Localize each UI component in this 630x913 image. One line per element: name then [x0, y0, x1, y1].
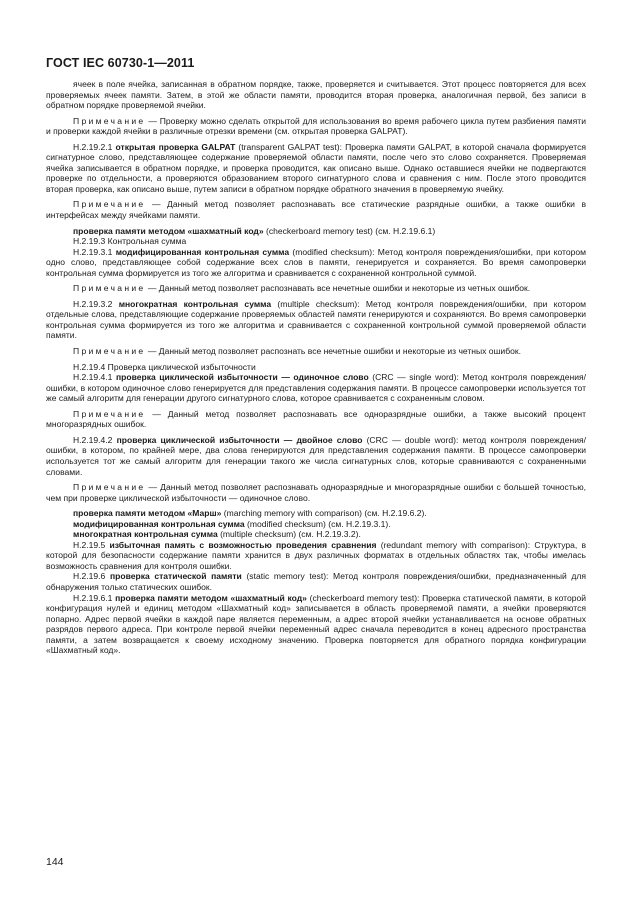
text-run: (modified checksum): Метод контроля повреждения/ошибки, при котором одно слово, представляющее собой содержание всех слов в памяти, генерируется и сохраняется. Во время самопроверки контрольная сумма формируется из того же алгоритма и сравнивается с сохраненной контрольной суммой.	[46, 246, 586, 278]
text-run: — Проверку можно сделать открытой для использования во время рабочего цикла путем разбиения памяти и проверки каждой ячейки в различные отрезки времени (см. открытая проверка GALPAT).	[46, 115, 586, 137]
term: модифицированная контрольная сумма	[115, 246, 290, 257]
note-label: Примечание	[73, 482, 146, 493]
text-run: (multiple checksum) (см. Н.2.19.3.2).	[217, 529, 361, 540]
document-body	[46, 79, 586, 656]
text-run: ячеек в поле ячейка, записанная в обратном порядке, также, проверяется и считывается. Этот процесс повторяется для всех проверяемых ячеек памяти. Затем, в этой же области памяти, проводится вторая проверка, аналогичная первой, без записи в обратном порядке проверяемой ячейки.	[46, 79, 586, 111]
text-run: Н.2.19.2.1	[73, 141, 116, 152]
term: многократная контрольная сумма	[73, 529, 218, 540]
page-number: 144	[46, 856, 64, 868]
paragraph	[46, 79, 586, 111]
note	[46, 346, 586, 357]
term: проверка памяти методом «шахматный код»	[115, 592, 307, 603]
text-run: — Данный метод позволяет распознавать все статические разрядные ошибки, а также ошибки в интерфейсах между ячейками памяти.	[46, 199, 586, 221]
page-header: ГОСТ IEC 60730-1—2011	[46, 56, 195, 70]
term: проверка памяти методом «шахматный код»	[73, 225, 264, 236]
note-label: Примечание	[73, 199, 146, 210]
note-label: Примечание	[73, 408, 146, 419]
paragraph	[46, 226, 586, 237]
note	[46, 482, 586, 503]
paragraph	[46, 529, 586, 540]
note-label: Примечание	[73, 115, 146, 126]
text-run: (CRC — double word): метод контроля повреждения/ошибки, в котором, по крайней мере, два слова генерируются для представления содержания памяти. В процессе самопроверки используется тот же самый алгоритм для генерации такого же числа сигнатурных слов, которые сравниваются с сохраненными словами.	[46, 434, 586, 477]
text-run: (static memory test): Метод контроля повреждения/ошибки, предназначенный для обнаружения только статических ошибок.	[46, 571, 586, 592]
text-run: (modified checksum) (см. Н.2.19.3.1).	[244, 518, 391, 529]
text-run: Н.2.19.4.2	[73, 434, 117, 445]
text-run: (checkerboard memory test): Проверка статической памяти, в которой конфигурация нулей и единиц методом «Шахматный код» записывается в область проверяемой памяти, а ячейки проверяются попарно. Адрес первой ячейки в каждой паре является переменным, а адрес второй ячейки устанавливается на основе обратных разрядов первого адреса. При контроле первой ячейки переменный адрес сначала переводится в конец адресного пространства памяти, а затем возвращается к своему исходному значению. Проверка повторяется для обратного порядка конфигурации «Шахматный код».	[46, 592, 586, 656]
text-run: — Данный метод позволяет распознавать все нечетные ошибки и некоторые из четных ошибок.	[145, 283, 531, 294]
text-run: (CRC — single word): Метод контроля повреждения/ошибки, в котором одиночное слово генерируется для представления содержания памяти. В процессе самопроверки используется тот же самый алгоритм для генерации другого сигнатурного слова, которое сравнивается с сохраненным словом.	[46, 372, 586, 404]
term: избыточная память с возможностью проведения сравнения	[109, 539, 377, 550]
term: проверка циклической избыточности — двойное слово	[116, 434, 363, 445]
paragraph	[46, 142, 586, 195]
text-run: — Данный метод позволяет распознавать все одноразрядные ошибки, а также высокий процент многоразрядных ошибок.	[46, 408, 586, 430]
note	[46, 116, 586, 137]
term: модифицированная контрольная сумма	[73, 518, 245, 529]
text-run: (redundant memory with comparison): Структура, в которой для безопасности содержание памяти хранится в двух различных форматах в отдельных областях так, чтобы имелась возможность сравнения для контроля ошибки.	[46, 539, 586, 571]
text-run: Н.2.19.4.1	[73, 372, 116, 383]
paragraph	[46, 571, 586, 592]
text-run: (marching memory with comparison) (см. Н.2.19.6.2).	[221, 508, 427, 519]
text-run: — Данный метод позволяет распознавать одноразрядные и многоразрядные ошибки с большей точностью, чем при проверке циклической избыточности — одиночное слово.	[46, 482, 586, 503]
term: открытая проверка GALPAT	[115, 141, 236, 152]
paragraph	[46, 247, 586, 279]
note	[46, 409, 586, 430]
section-heading	[46, 362, 586, 373]
text-run: Н.2.19.3.1	[73, 246, 116, 257]
text-run: (multiple checksum): Метод контроля повреждения/ошибки, при котором отдельные слова, представляющие содержание проверяемых областей памяти генерируются и сохраняются. Во время самопроверки контрольная сумма формируется из того же алгоритма и сравнивается с сохраненной контрольной суммой проверяемой области памяти.	[46, 298, 586, 341]
note	[46, 199, 586, 220]
paragraph	[46, 299, 586, 341]
text-run: Н.2.19.3.2	[73, 298, 119, 309]
note-label: Примечание	[73, 283, 146, 294]
note	[46, 283, 586, 294]
text-run: (transparent GALPAT test): Проверка памяти GALPAT, в которой сначала формируется сигнатурное слово, представляющее содержание проверяемой области памяти, после чего это слово сохраняется. Проверяемая ячейка записывается в обратном порядке, и проверка проводится, как описано выше. Однако оставшиеся ячейки не подвергаются проверке по отдельности, а проверяются образованием второго сигнатурного слова и сравнения с ним. После этого проводится вторая проверка, как описано выше, путем записи в обратном порядке обратного значения в проверяемую ячейку.	[46, 141, 586, 194]
term: многократная контрольная сумма	[118, 298, 272, 309]
section-heading	[46, 236, 586, 247]
text-run: (checkerboard memory test) (см. Н.2.19.6.1)	[263, 225, 436, 236]
term: проверка циклической избыточности — одиночное слово	[115, 372, 369, 383]
text-run: Н.2.19.3 Контрольная сумма	[73, 236, 187, 247]
note-label: Примечание	[73, 346, 146, 357]
term: проверка памяти методом «Марш»	[73, 508, 222, 519]
paragraph	[46, 519, 586, 530]
text-run: — Данный метод позволяет распознать все нечетные ошибки и некоторые из четных ошибок.	[145, 346, 521, 357]
paragraph	[46, 593, 586, 656]
paragraph	[46, 435, 586, 477]
text-run: Н.2.19.4 Проверка циклической избыточности	[73, 361, 256, 372]
text-run: Н.2.19.6	[73, 571, 110, 582]
term: проверка статической памяти	[109, 571, 242, 582]
text-run: Н.2.19.5	[73, 539, 110, 550]
text-run: Н.2.19.6.1	[73, 592, 116, 603]
paragraph	[46, 372, 586, 404]
paragraph	[46, 540, 586, 572]
paragraph	[46, 508, 586, 519]
